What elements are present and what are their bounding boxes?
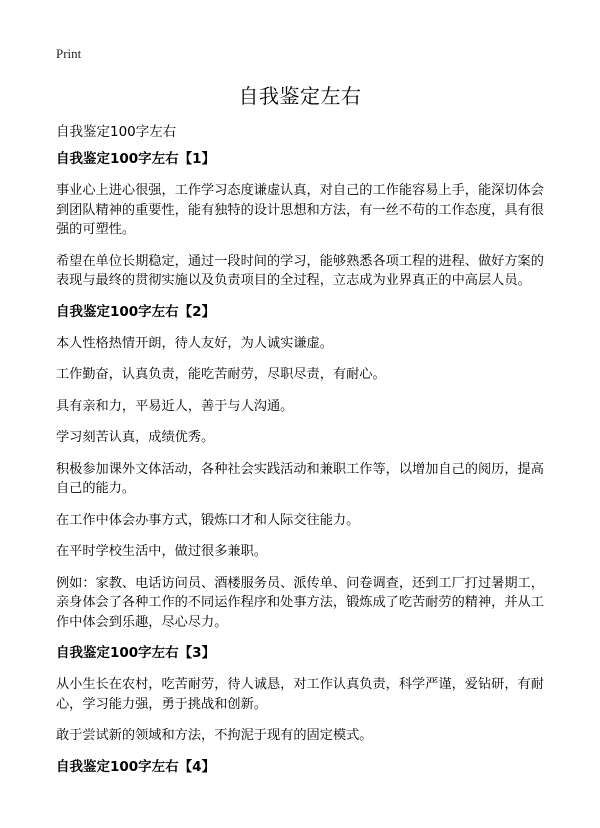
paragraph: 本人性格热情开朗，待人友好，为人诚实谦虚。 <box>56 335 333 351</box>
print-link[interactable]: Print <box>56 46 82 61</box>
section-2 <box>56 303 552 633</box>
page-subtitle: 自我鉴定100字左右 <box>56 124 177 140</box>
paragraph: 学习刻苦认真，成绩优秀。 <box>56 430 215 445</box>
section-1 <box>56 150 552 291</box>
paragraph: 从小生长在农村，吃苦耐劳，待人诚恳，对工作认真负责，科学严谨，爱钻研，有耐心，学习能力强，勇于挑战和创新。 <box>56 677 544 712</box>
page-title: 自我鉴定左右 <box>238 84 362 108</box>
section-heading: 自我鉴定100字左右【1】 <box>56 151 216 167</box>
paragraph: 具有亲和力，平易近人，善于与人沟通。 <box>56 398 294 414</box>
document-body <box>56 150 552 789</box>
paragraph: 积极参加课外文体活动，各种社会实践活动和兼职工作等，以增加自己的阅历，提高自己的能力。 <box>56 461 544 496</box>
section-3 <box>56 644 552 746</box>
section-heading: 自我鉴定100字左右【4】 <box>56 758 216 775</box>
paragraph: 例如：家教、电话访问员、酒楼服务员、派传单、问卷调查，还到工厂打过暑期工，亲身体会了各种工作的不同运作程序和处事方法，锻炼成了吃苦耐劳的精神，并从工作中体会到乐趣，尽心尽力。 <box>56 575 544 630</box>
paragraph: 事业心上进心很强，工作学习态度谦虚认真，对自己的工作能容易上手，能深切体会到团队精神的重要性，能有独特的设计思想和方法，有一丝不苟的工作态度，具有很强的可塑性。 <box>56 183 544 237</box>
section-heading: 自我鉴定100字左右【3】 <box>56 645 216 661</box>
paragraph: 工作勤奋，认真负责，能吃苦耐劳，尽职尽责，有耐心。 <box>56 367 386 382</box>
paragraph: 希望在单位长期稳定，通过一段时间的学习，能够熟悉各项工程的进程、做好方案的表现与最终的贯彻实施以及负责项目的全过程，立志成为业界真正的中高层人员。 <box>56 253 544 288</box>
section-heading: 自我鉴定100字左右【2】 <box>56 303 216 320</box>
section-4 <box>56 758 552 776</box>
paragraph: 在平时学校生活中，做过很多兼职。 <box>56 544 267 559</box>
paragraph: 敢于尝试新的领域和方法，不拘泥于现有的固定模式。 <box>56 728 373 743</box>
paragraph: 在工作中体会办事方式，锻炼口才和人际交往能力。 <box>56 512 360 528</box>
